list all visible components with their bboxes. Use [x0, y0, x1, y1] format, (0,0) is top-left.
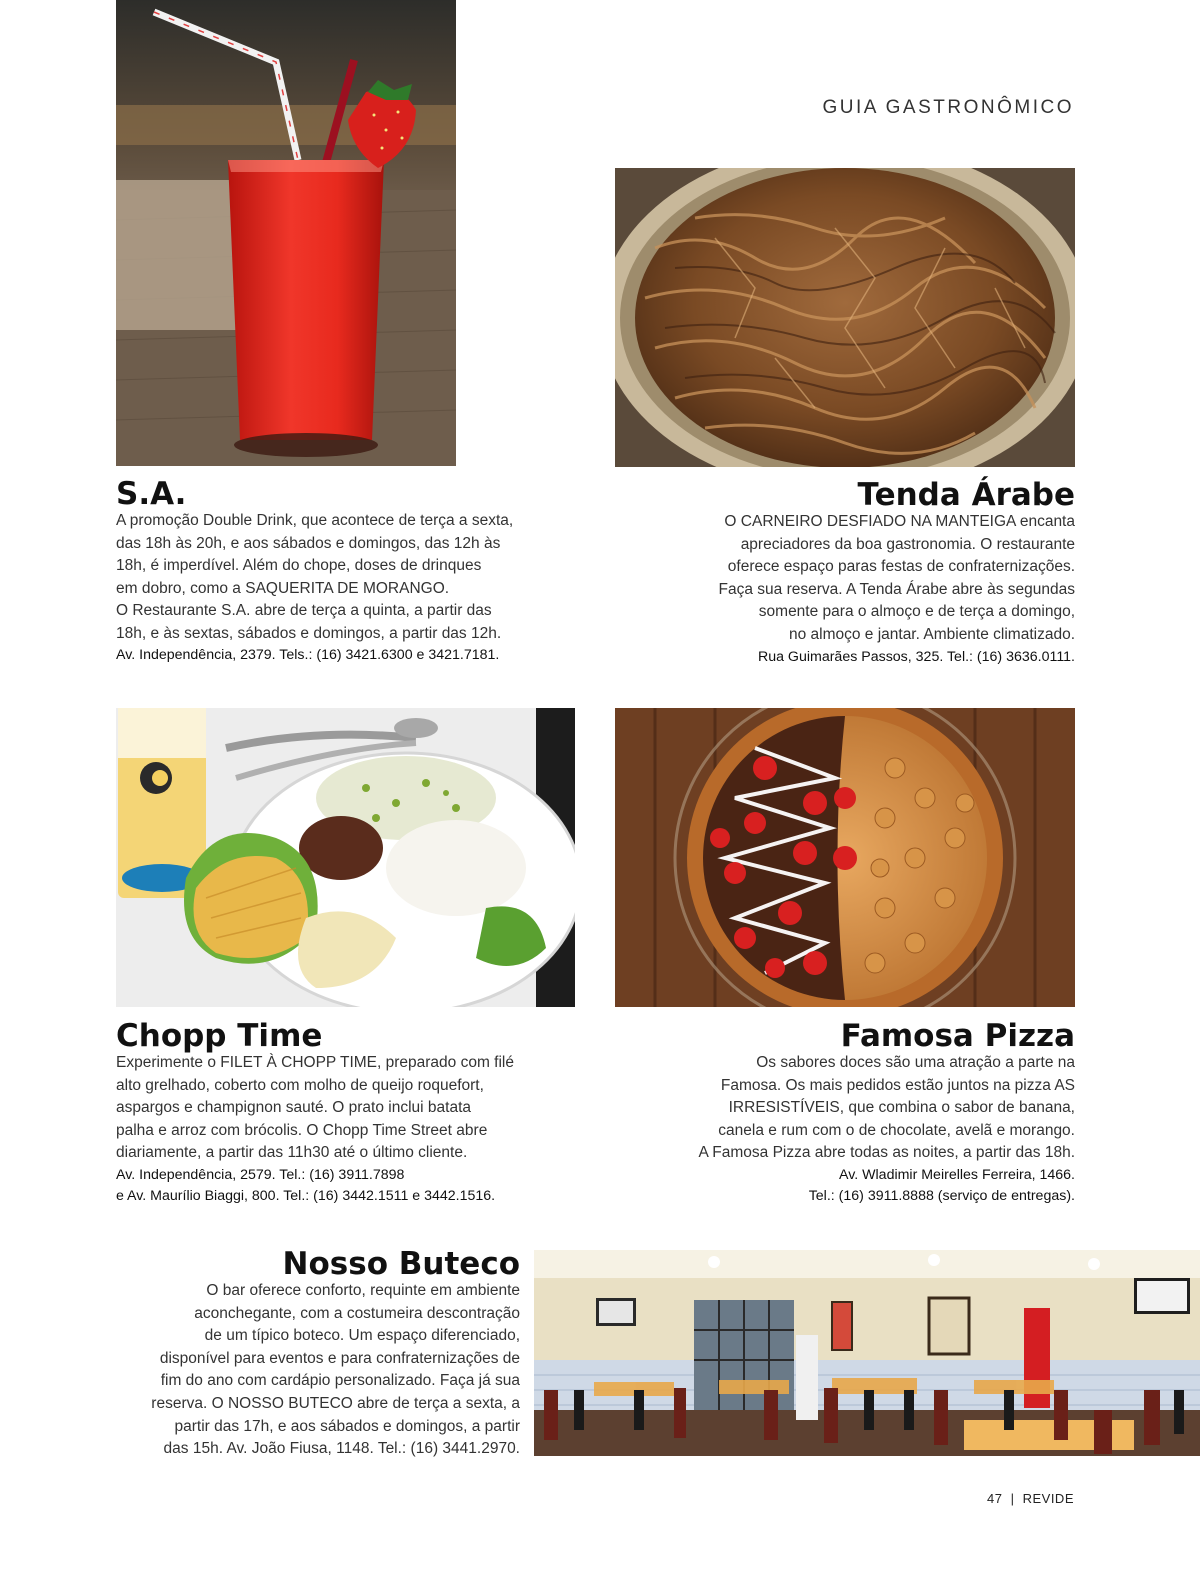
sa-address-line: Av. Independência, 2379. Tels.: (16) 3421.6300 e 3421.7181.: [116, 647, 500, 663]
buteco-line: O bar oferece conforto, requinte em ambiente: [206, 1282, 520, 1299]
buteco-line: aconchegante, com a costumeira descontração: [194, 1304, 520, 1322]
buteco-line: de um típico boteco. Um espaço diferenciado,: [204, 1327, 520, 1345]
chopp-line: diariamente, a partir das 11h30 até o último cliente.: [116, 1144, 468, 1162]
tenda-body: [719, 511, 1075, 647]
chopp-line: palha e arroz com brócolis. O Chopp Time Street abre: [116, 1121, 488, 1139]
tenda-line: oferece espaço paras festas de confraternizações.: [727, 558, 1075, 576]
sa-line: O Restaurante S.A. abre de terça a quinta, a partir das: [116, 602, 492, 620]
tenda-dish-photo: [615, 168, 1075, 467]
buteco-line: reserva. O NOSSO BUTECO abre de terça a sexta, a: [151, 1394, 520, 1412]
page-folio: [987, 1491, 1074, 1506]
sa-line: 18h, é imperdível. Além do chope, doses de drinques: [116, 557, 482, 575]
folio-separator: |: [1010, 1491, 1015, 1506]
famosa-line: Famosa. Os mais pedidos estão juntos na pizza AS: [720, 1076, 1075, 1094]
magazine-name: REVIDE: [1022, 1491, 1074, 1506]
famosa-pizza-photo: [615, 708, 1075, 1007]
tenda-line: somente para o almoço e de terça a domingo,: [758, 603, 1075, 621]
sa-line: A promoção Double Drink, que acontece de terça a sexta,: [116, 512, 514, 529]
buteco-interior-photo: [534, 1250, 1200, 1456]
sa-title: S.A.: [116, 476, 187, 512]
chopp-line: Experimente o FILET À CHOPP TIME, preparado com filé: [116, 1054, 514, 1071]
section-label: GUIA GASTRONÔMICO: [822, 97, 1074, 118]
tenda-line: no almoço e jantar. Ambiente climatizado.: [788, 625, 1075, 643]
famosa-line: canela e rum com o de chocolate, avelã e morango.: [718, 1121, 1075, 1139]
famosa-address-line: Av. Wladimir Meirelles Ferreira, 1466.: [839, 1167, 1075, 1183]
chopp-address: [116, 1165, 495, 1206]
buteco-body: [151, 1280, 520, 1461]
tenda-line: Faça sua reserva. A Tenda Árabe abre às segundas: [718, 580, 1075, 598]
famosa-body: [698, 1052, 1075, 1165]
page-number: 47: [986, 1491, 1003, 1506]
buteco-title: Nosso Buteco: [282, 1246, 520, 1282]
chopp-address-line: e Av. Maurílio Biaggi, 800. Tel.: (16) 3442.1511 e 3442.1516.: [116, 1187, 496, 1204]
buteco-line: disponível para eventos e para confraternizações de: [159, 1349, 520, 1367]
famosa-title: Famosa Pizza: [840, 1018, 1075, 1054]
chopp-address-line: Av. Independência, 2579. Tel.: (16) 3911.7898: [116, 1167, 405, 1183]
sa-drink-photo: [116, 0, 456, 466]
chopp-body: [116, 1052, 514, 1165]
buteco-line: fim do ano com cardápio personalizado. Faça já sua: [160, 1372, 520, 1390]
tenda-line: apreciadores da boa gastronomia. O restaurante: [740, 535, 1075, 553]
tenda-line: O CARNEIRO DESFIADO NA MANTEIGA encanta: [724, 513, 1075, 530]
buteco-line: das 15h. Av. João Fiusa, 1148. Tel.: (16) 3441.2970.: [163, 1440, 520, 1458]
famosa-line: A Famosa Pizza abre todas as noites, a partir das 18h.: [698, 1144, 1075, 1162]
tenda-address: [758, 647, 1075, 668]
sa-line: 18h, e às sextas, sábados e domingos, a partir das 12h.: [116, 624, 502, 642]
sa-address: [116, 645, 499, 666]
chopp-line: alto grelhado, coberto com molho de queijo roquefort,: [116, 1076, 484, 1094]
chopp-title: Chopp Time: [116, 1018, 323, 1054]
sa-line: das 18h às 20h, e aos sábados e domingos, das 12h às: [116, 534, 501, 552]
sa-line: em dobro, como a SAQUERITA DE MORANGO.: [116, 579, 450, 597]
famosa-address: [809, 1165, 1075, 1206]
famosa-address-line: Tel.: (16) 3911.8888 (serviço de entregas).: [808, 1187, 1075, 1204]
tenda-title: Tenda Árabe: [857, 477, 1075, 513]
chopp-line: aspargos e champignon sauté. O prato inclui batata: [116, 1099, 472, 1117]
buteco-line: partir das 17h, e aos sábados e domingos, a partir: [174, 1417, 520, 1435]
famosa-line: Os sabores doces são uma atração a parte na: [756, 1054, 1075, 1071]
sa-body: [116, 510, 513, 646]
tenda-address-line: Rua Guimarães Passos, 325. Tel.: (16) 3636.0111.: [757, 649, 1075, 665]
chopp-dish-photo: [116, 708, 575, 1007]
famosa-line: IRRESISTÍVEIS, que combina o sabor de banana,: [728, 1099, 1075, 1117]
